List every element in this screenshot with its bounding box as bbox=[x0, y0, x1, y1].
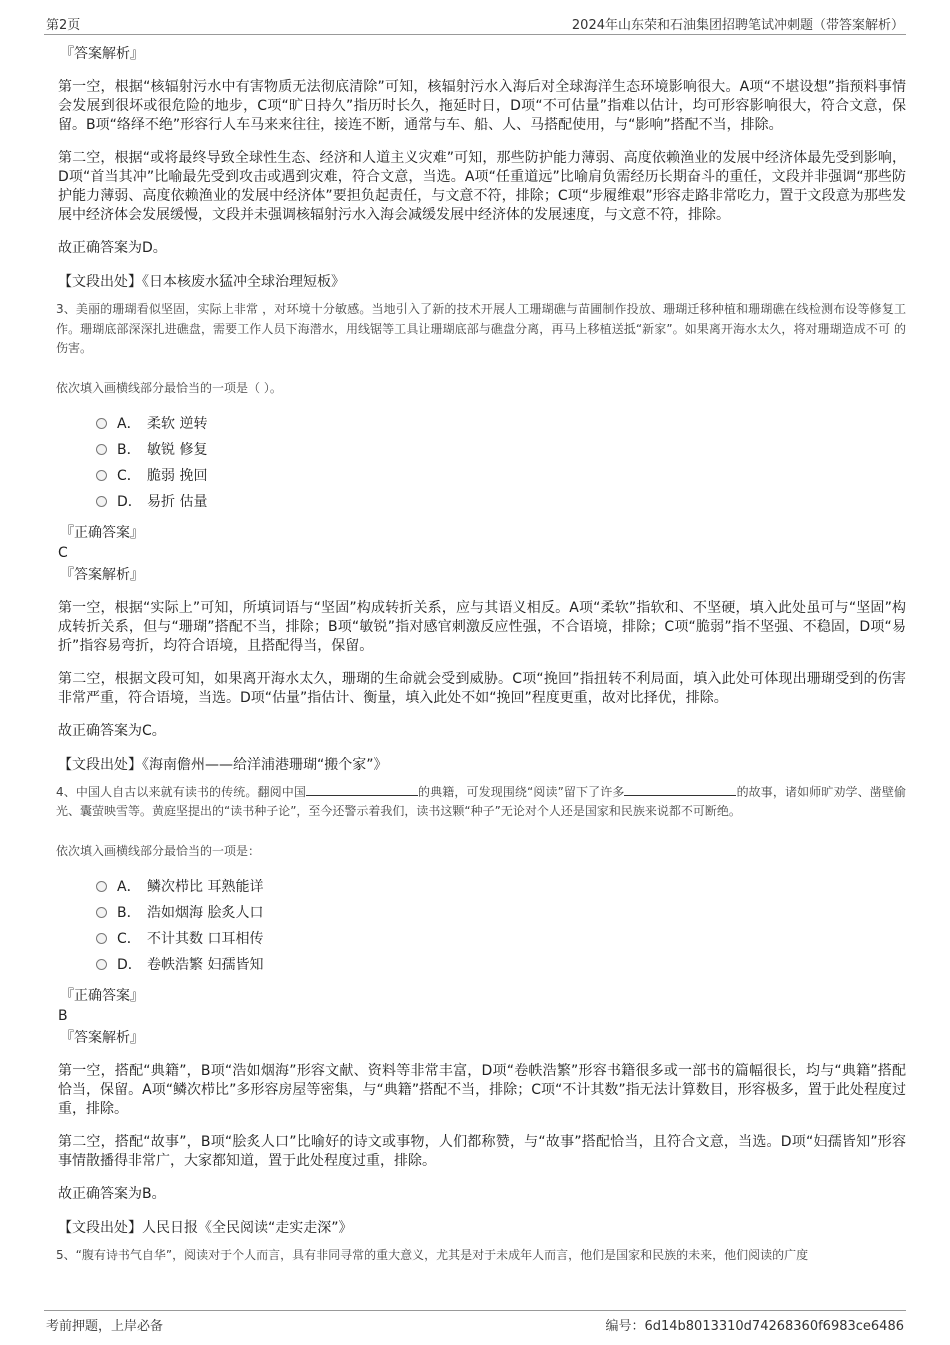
analysis-paragraph: 第一空，搭配“典籍”，B项“浩如烟海”形容文献、资料等非常丰富，D项“卷帙浩繁”形容书籍很多或一部书的篇幅很长，均与“典籍”搭配恰当，保留。A项“鳞次栉比”多形容房屋等密集，与“典籍”搭配不当，排除；C项“不计其数”指无法计算数目，形容极多，置于此处程度过重，排除。 bbox=[58, 1062, 906, 1117]
fill-blank bbox=[306, 783, 418, 796]
analysis-paragraph: 第一空，根据“核辐射污水中有害物质无法彻底清除”可知，核辐射污水入海后对全球海洋生态环境影响很大。A项“不堪设想”指预料事情会发展到很坏或很危险的地步，C项“旷日持久”指历时长久，拖延时日，D项“不可估量”指难以估计，均可形容影响很大，符合文意，保留。B项“络绎不绝”形容行人车马来来往往，接连不断，通常与车、船、人、马搭配使用，与“影响”搭配不当，排除。 bbox=[58, 79, 906, 133]
analysis-paragraph: 第一空，根据“实际上”可知，所填词语与“坚固”构成转折关系，应与其语义相反。A项“柔软”指软和、不坚硬，填入此处虽可与“坚固”构成转折关系，但与“珊瑚”搭配不当，排除；B项“敏锐”指对感官刺激反应性强，不合语境，排除；C项“脆弱”指不坚强、不稳固，D项“易折”指容易弯折，均符合语境，且搭配得当，保留。 bbox=[58, 599, 906, 654]
option-a[interactable]: A． 柔软 逆转 bbox=[96, 411, 906, 437]
answer-conclusion: 故正确答案为B。 bbox=[58, 1185, 166, 1202]
question-4-text: 4、中国人自古以来就有读书的传统。翻阅中国 的典籍，可发现围绕“阅读”留下了许多 的故事，诸如师旷劝学、凿壁偷光、囊萤映雪等。黄庭坚提出的“读书种子论”，至今还警示着我们，读书这颗“种子”无论对个人还是国家和民族来说都不可断绝。 bbox=[56, 784, 906, 818]
correct-answer-label: 『正确答案』 bbox=[60, 987, 144, 1004]
option-d[interactable]: D． 卷帙浩繁 妇孺皆知 bbox=[96, 952, 906, 978]
correct-answer-value: C bbox=[58, 544, 68, 561]
question-3-prompt: 依次填入画横线部分最恰当的一项是（ ）。 bbox=[56, 380, 282, 395]
radio-button-icon[interactable] bbox=[96, 907, 107, 918]
question-3-options bbox=[96, 411, 906, 515]
analysis-paragraph: 第二空，根据“或将最终导致全球性生态、经济和人道主义灾难”可知，那些防护能力薄弱、高度依赖渔业的发展中经济体最先受到影响，D项“首当其冲”比喻最先受到攻击或遇到灾难，符合文意，当选。A项“任重道远”比喻肩负需经历长期奋斗的重任，文段并非强调“那些防护能力薄弱、高度依赖渔业的发展中经济体”要担负起责任，与文意不符，排除；C项“步履维艰”形容走路非常吃力，置于文段意为那些发展中经济体会发展缓慢，文段并未强调核辐射污水入海会减缓发展中经济体的发展速度，与文意不符，排除。 bbox=[58, 150, 906, 223]
question-4-options bbox=[96, 874, 906, 978]
page-content bbox=[56, 44, 906, 1265]
fill-blank bbox=[624, 783, 736, 796]
option-d[interactable]: D． 易折 估量 bbox=[96, 489, 906, 515]
source-citation: 【文段出处】人民日报《全民阅读“走实走深”》 bbox=[58, 1219, 353, 1236]
page-header bbox=[44, 12, 906, 35]
answer-analysis-label: 『答案解析』 bbox=[60, 46, 144, 62]
correct-answer-label: 『正确答案』 bbox=[60, 524, 144, 541]
question-3-text: 3、美丽的珊瑚看似坚固，实际上非常 ，对环境十分敏感。当地引入了新的技术开展人工珊瑚礁与苗圃制作投放、珊瑚迁移种植和珊瑚礁在线检测布设等修复工作。珊瑚底部深深扎进礁盘，需要工作人员下海潜水，用线锯等工具让珊瑚底部与礁盘分离，再马上移植送抵“新家”。如果离开海水太久，将对珊瑚造成不可 的伤害。 bbox=[56, 302, 906, 355]
analysis-paragraph: 第二空，根据文段可知，如果离开海水太久，珊瑚的生命就会受到威胁。C项“挽回”指扭转不利局面，填入此处可体现出珊瑚受到的伤害非常严重，符合语境，当选。D项“估量”指估计、衡量，填入此处不如“挽回”程度更重，故对比择优，排除。 bbox=[58, 670, 906, 706]
page-number: 第2页 bbox=[46, 18, 81, 33]
question-5-text: 5、“腹有诗书气自华”，阅读对于个人而言，具有非同寻常的重大意义，尤其是对于未成年人而言，他们是国家和民族的未来，他们阅读的广度 bbox=[56, 1247, 809, 1262]
option-b[interactable]: B． 敏锐 修复 bbox=[96, 437, 906, 463]
option-c[interactable]: C． 脆弱 挽回 bbox=[96, 463, 906, 489]
source-citation: 【文段出处】《海南儋州——给洋浦港珊瑚“搬个家”》 bbox=[58, 756, 388, 773]
answer-analysis-label: 『答案解析』 bbox=[60, 1029, 144, 1046]
footer-slogan: 考前押题，上岸必备 bbox=[46, 1319, 164, 1334]
document-title: 2024年山东荣和石油集团招聘笔试冲刺题（带答案解析） bbox=[571, 18, 904, 33]
radio-button-icon[interactable] bbox=[96, 959, 107, 970]
correct-answer-value: B bbox=[58, 1007, 68, 1024]
option-b[interactable]: B． 浩如烟海 脍炙人口 bbox=[96, 900, 906, 926]
radio-button-icon[interactable] bbox=[96, 933, 107, 944]
answer-analysis-label: 『答案解析』 bbox=[60, 566, 144, 583]
option-a[interactable]: A． 鳞次栉比 耳熟能详 bbox=[96, 874, 906, 900]
radio-button-icon[interactable] bbox=[96, 881, 107, 892]
question-4-prompt: 依次填入画横线部分最恰当的一项是： bbox=[56, 843, 261, 858]
answer-conclusion: 故正确答案为C。 bbox=[58, 722, 166, 739]
page-footer bbox=[44, 1310, 906, 1333]
document-serial: 编号：6d14b8013310d74268360f6983ce6486 bbox=[605, 1319, 904, 1334]
radio-button-icon[interactable] bbox=[96, 418, 107, 429]
radio-button-icon[interactable] bbox=[96, 496, 107, 507]
analysis-paragraph: 第二空，搭配“故事”，B项“脍炙人口”比喻好的诗文或事物，人们都称赞，与“故事”搭配恰当，且符合文意，当选。D项“妇孺皆知”形容事情散播得非常广，大家都知道，置于此处程度过重，排除。 bbox=[58, 1133, 906, 1169]
source-citation: 【文段出处】《日本核废水猛冲全球治理短板》 bbox=[58, 274, 345, 290]
radio-button-icon[interactable] bbox=[96, 470, 107, 481]
radio-button-icon[interactable] bbox=[96, 444, 107, 455]
answer-conclusion: 故正确答案为D。 bbox=[58, 240, 167, 256]
option-c[interactable]: C． 不计其数 口耳相传 bbox=[96, 926, 906, 952]
